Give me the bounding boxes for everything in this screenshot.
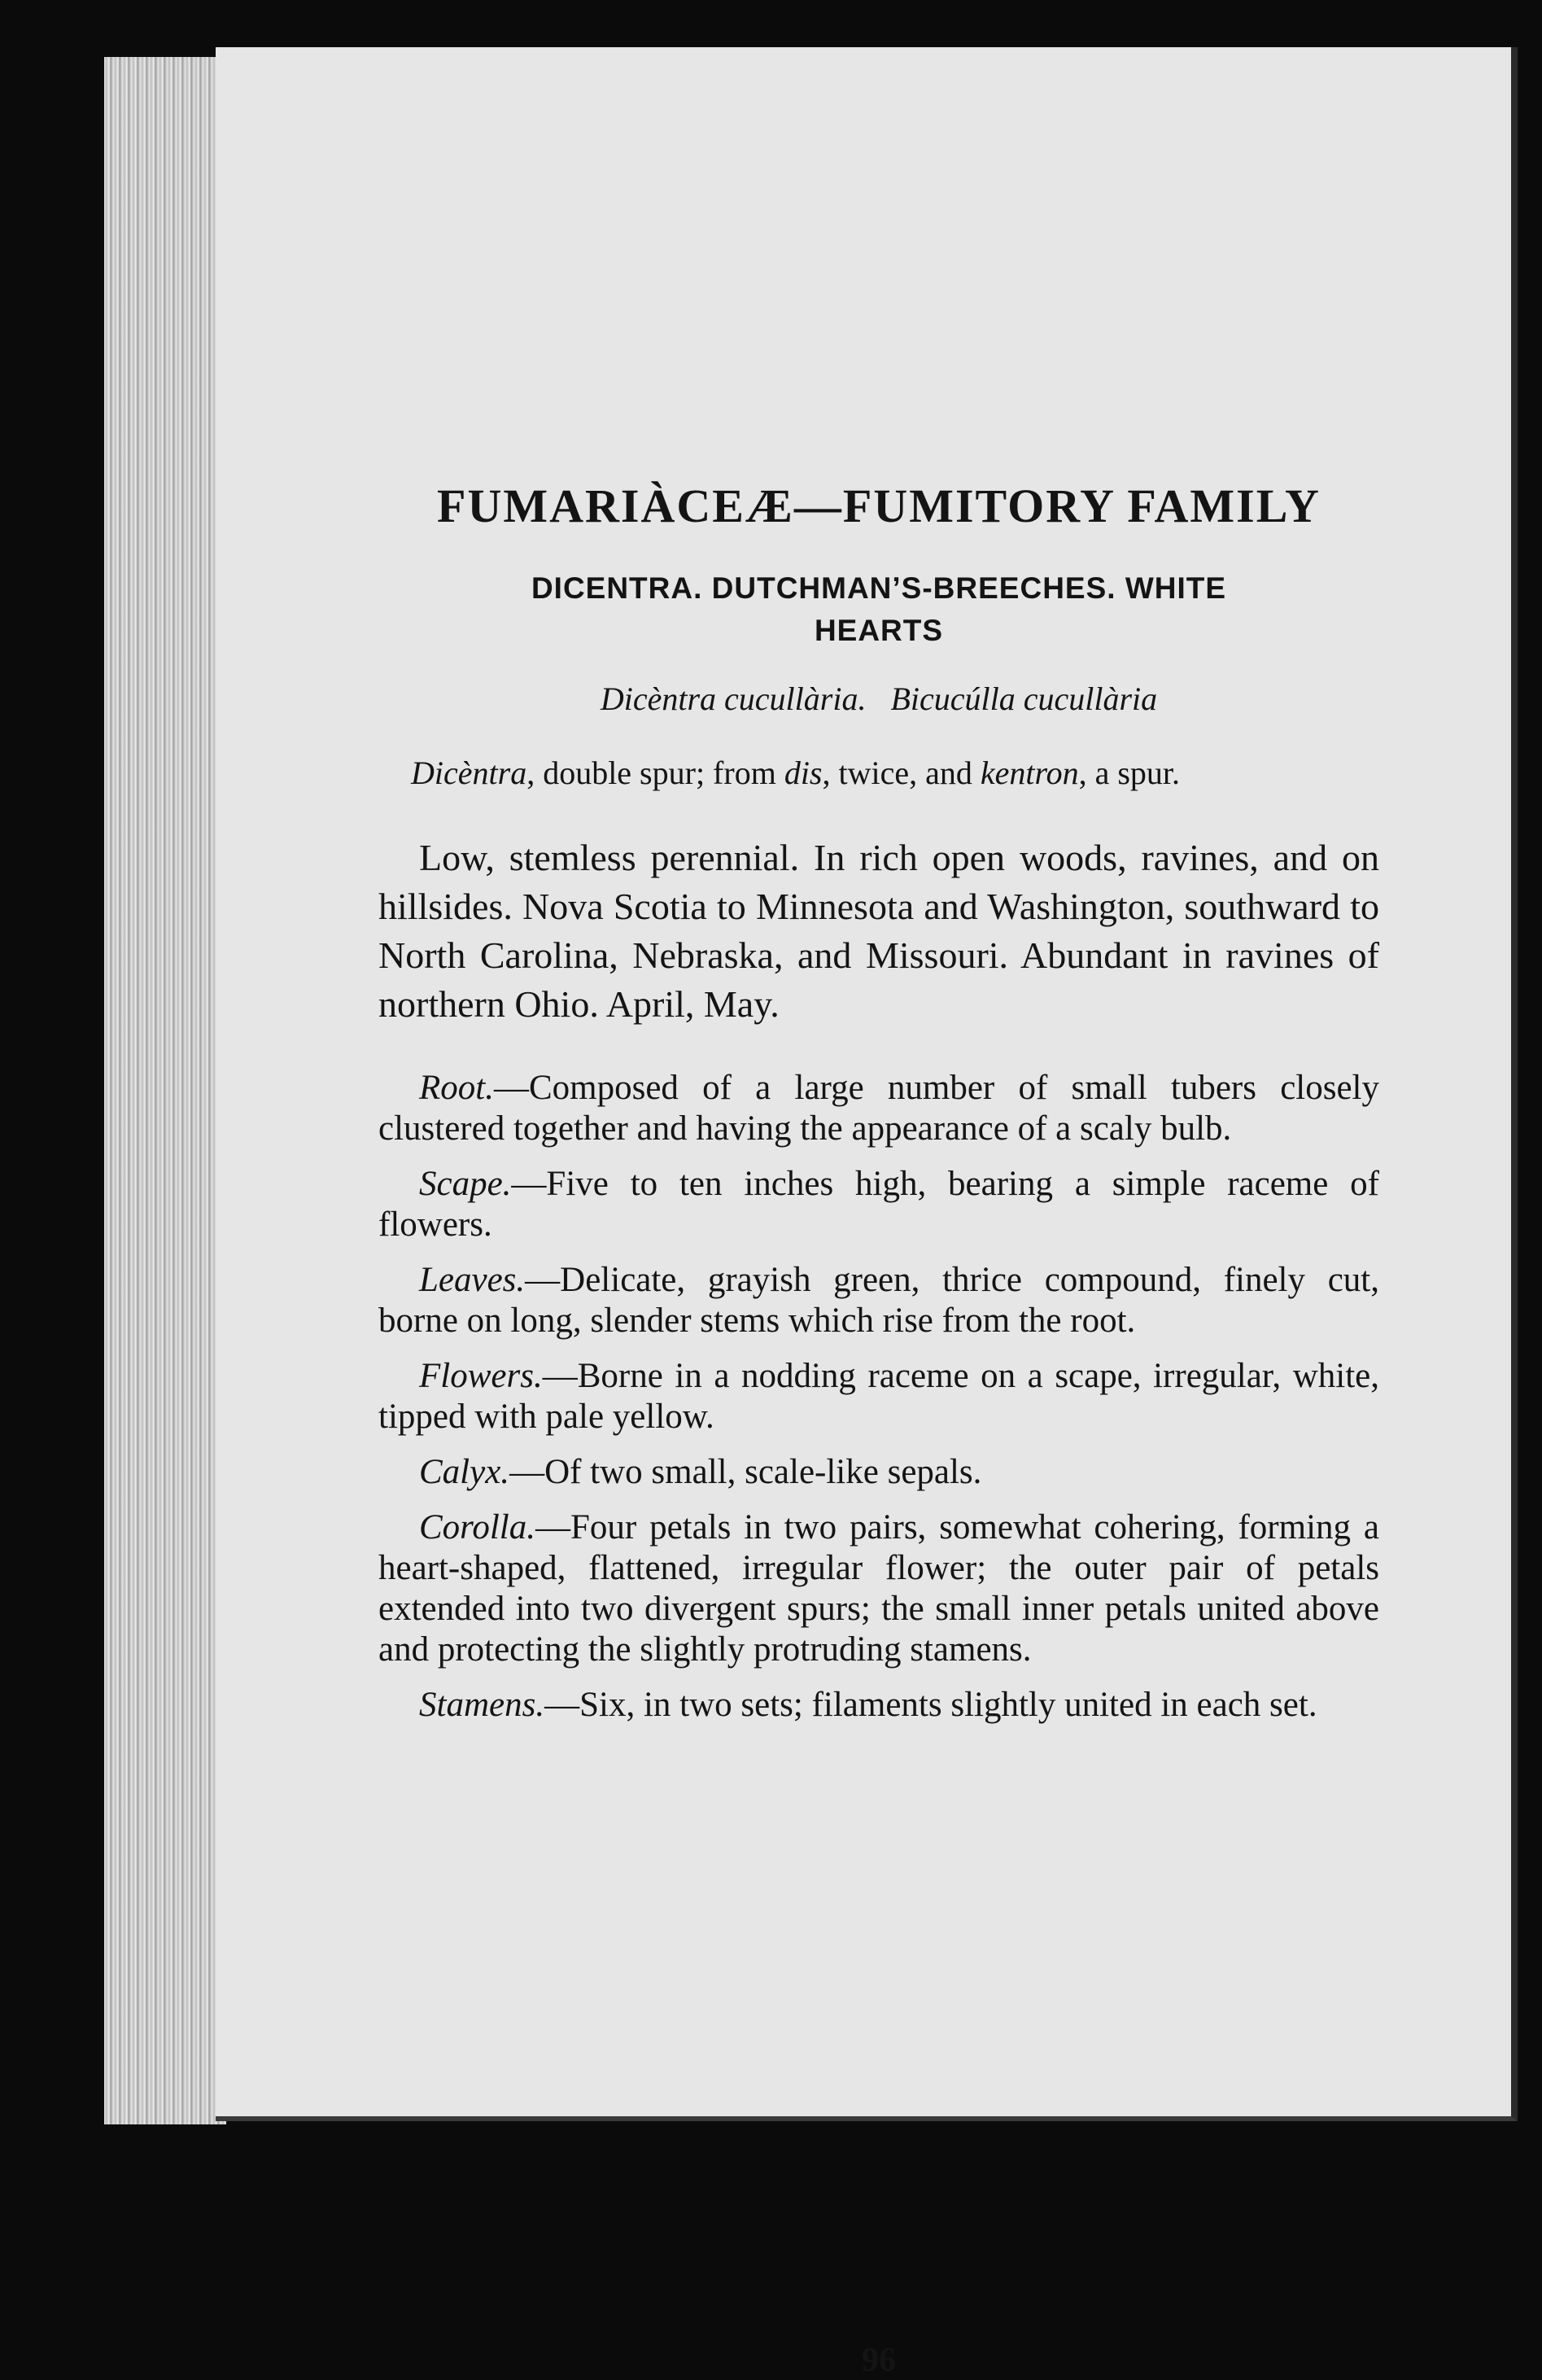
genus-heading <box>378 567 1379 652</box>
description-list <box>378 1068 1379 1726</box>
description-text: —Of two small, scale-like sepals. <box>509 1453 982 1491</box>
description-scape <box>378 1164 1379 1245</box>
book-page <box>216 47 1518 2379</box>
description-stamens <box>378 1685 1379 1726</box>
page-number: 96 <box>862 2342 896 2379</box>
genus-heading-line2: HEARTS <box>814 614 944 647</box>
etymology-text: , twice, and <box>822 755 981 791</box>
description-text: —Four petals in two pairs, somewhat cohering, forming a heart-shaped, flattened, irregular flower; the outer pair of petals extended into two divergent spurs; the small inner petals united above and protecting the slightly protruding stamens. <box>378 1508 1379 1669</box>
etymology-text: , double spur; from <box>526 755 784 791</box>
description-text: —Delicate, grayish green, thrice compound, finely cut, borne on long, slender stems which rise from the root. <box>378 1261 1379 1340</box>
description-term: Calyx. <box>419 1453 510 1491</box>
etymology-text: , a spur. <box>1078 755 1181 791</box>
scientific-names <box>378 680 1379 718</box>
description-text: —Six, in two sets; filaments slightly united in each set. <box>544 1686 1317 1724</box>
description-term: Corolla. <box>419 1508 535 1547</box>
description-term: Stamens. <box>419 1686 545 1724</box>
description-text: —Composed of a large number of small tubers closely clustered together and having the appearance of a scaly bulb. <box>378 1069 1379 1148</box>
description-term: Leaves. <box>419 1261 526 1299</box>
family-title: FUMARIÀCEÆ—FUMITORY FAMILY <box>437 479 1321 532</box>
etymology-term: Dicèntra <box>411 755 527 791</box>
description-term: Scape. <box>419 1165 512 1203</box>
genus-heading-line1: DICENTRA. DUTCHMAN’S-BREECHES. WHITE <box>531 571 1227 605</box>
description-corolla <box>378 1507 1379 1670</box>
book-page-edges <box>104 57 226 2124</box>
etymology-term-kentron: kentron <box>980 755 1079 791</box>
description-term: Root. <box>419 1069 494 1107</box>
description-flowers <box>378 1356 1379 1437</box>
description-term: Flowers. <box>419 1357 543 1395</box>
description-calyx <box>378 1452 1379 1493</box>
scientific-name-primary: Dicèntra cucullària. <box>600 680 867 717</box>
etymology-term-dis: dis <box>784 755 823 791</box>
description-text: —Borne in a nodding raceme on a scape, irregular, white, tipped with pale yellow. <box>378 1357 1379 1436</box>
etymology <box>411 752 1322 794</box>
description-text: —Five to ten inches high, bearing a simple raceme of flowers. <box>378 1165 1379 1244</box>
scientific-name-synonym: Bicucúlla cucullària <box>890 680 1158 717</box>
page-content <box>378 479 1379 2379</box>
description-leaves <box>378 1260 1379 1341</box>
habitat-paragraph: Low, stemless perennial. In rich open woods, ravines, and on hillsides. Nova Scotia to Minnesota and Washington, southward to North Carolina, Nebraska, and Missouri. Abundant in ravines of northern Ohio. April, May. <box>378 837 1379 1025</box>
description-root <box>378 1068 1379 1149</box>
